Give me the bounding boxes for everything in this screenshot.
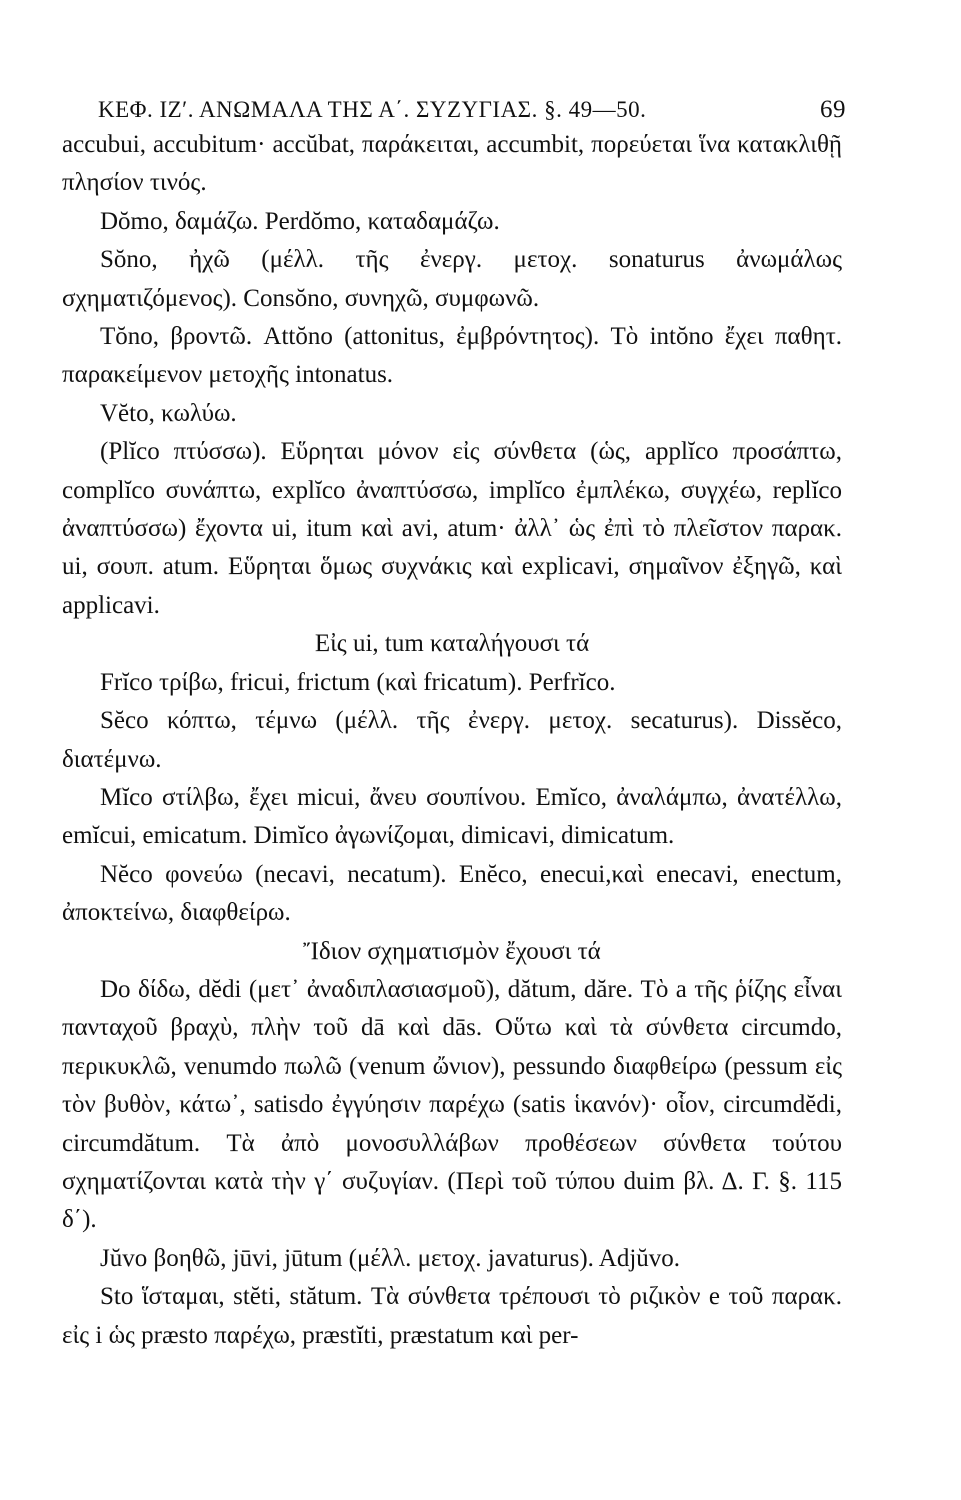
paragraph-mico: Mĭco στίλβω, ἔχει micui, ἄνευ σουπίνου. Emĭco, ἀναλάμπω, ἀνατέλλω, emĭcui, emicatum. Dimĭco ἀγωνίζομαι, dimicavi, dimicatum. (62, 783, 842, 850)
paragraph-do: Do δίδω, dĕdi (μετ᾽ ἀναδιπλασιασμοῦ), dătum, dăre. Τὸ a τῆς ῥίζης εἶναι πανταχοῦ βραχὺ, πλὴν τοῦ dā καὶ dās. Οὕτω καὶ τὰ σύνθετα circumdo, περικυκλῶ, venumdo πωλῶ (venum ὤνιον), pessundo διαφθείρω (pessum εἰς τὸν βυθὸν, κάτω᾽, satisdo ἐγγύησιν παρέχω (satis ἱκανόν)· οἷον, circumdĕdi, circumdătum. Τὰ ἀπὸ μονοσυλλάβων προθέσεων σύνθετα τούτου σχηματίζονται κατὰ τὴν γ΄ συζυγίαν. (Περὶ τοῦ τύπου duim βλ. Δ. Γ. §. 115 δ΄). (62, 975, 842, 1234)
page-number: 69 (820, 96, 846, 123)
running-title: ΚΕΦ. ΙΖʹ. ΑΝΩΜΑΛΑ ΤΗΣ Α΄. ΣΥΖΥΓΙΑΣ. §. 49—50. (98, 97, 647, 122)
page-body (62, 126, 842, 1355)
paragraph-accubo-continuation: accubui, accubitum· accŭbat, παράκειται, accumbit, πορεύεται ἵνα κατακλιθῇ πλησίον τινός. (62, 131, 842, 197)
subheading-ui-tum: Εἰς ui, tum καταλήγουσι τά (314, 630, 590, 658)
subheading-special-formation: Ἴδιον σχηματισμὸν ἔχουσι τά (303, 937, 601, 965)
book-page (62, 96, 846, 1355)
paragraph-veto: Vĕto, κωλύω. (100, 399, 237, 427)
paragraph-sto: Sto ἵσταμαι, stĕti, stătum. Τὰ σύνθετα τρέπουσι τὸ ριζικὸν e τοῦ παρακ. εἰς i ὡς præsto παρέχω, præstĭti, præstatum καὶ per- (62, 1283, 842, 1349)
paragraph-frico: Frĭco τρίβω, fricui, frictum (καὶ fricatum). Perfrĭco. (100, 668, 616, 696)
paragraph-plico: (Plĭco πτύσσω). Εὕρηται μόνον εἰς σύνθετα (ὡς, applĭco προσάπτω, complĭco συνάπτω, explĭco ἀναπτύσσω, implĭco ἐμπλέκω, συγχέω, replĭco ἀναπτύσσω) ἔχοντα ui, itum καὶ avi, atum· ἀλλ᾽ ὡς ἐπὶ τὸ πλεῖστον παρακ. ui, σουπ. atum. Εὕρηται ὅμως συχνάκις καὶ explicavi, σημαῖνον ἐξηγῶ, καὶ applicavi. (62, 438, 842, 619)
paragraph-domo: Dŏmo, δαμάζω. Perdŏmo, καταδαμάζω. (100, 207, 500, 235)
paragraph-tono: Tŏno, βροντῶ. Attŏno (attonitus, ἐμβρόντητος). Τὸ intŏno ἔχει παθητ. παρακείμενον μετοχῆς intonatus. (62, 323, 842, 389)
paragraph-seco: Sĕco κόπτω, τέμνω (μέλλ. τῆς ἐνεργ. μετοχ. secaturus). Dissĕco, διατέμνω. (62, 707, 842, 773)
paragraph-sono: Sŏno, ἠχῶ (μέλλ. τῆς ἐνεργ. μετοχ. sonaturus ἀνωμάλως σχηματιζόμενος). Consŏno, συνηχῶ, συμφωνῶ. (62, 246, 842, 312)
paragraph-juvo: Jŭvo βοηθῶ, jūvi, jūtum (μέλλ. μετοχ. javaturus). Adjŭvo. (100, 1244, 681, 1272)
running-head (98, 96, 846, 124)
paragraph-neco: Nĕco φονεύω (necavi, necatum). Enĕco, enecui,καὶ enecavi, enectum, ἀποκτείνω, διαφθείρω. (62, 860, 842, 927)
